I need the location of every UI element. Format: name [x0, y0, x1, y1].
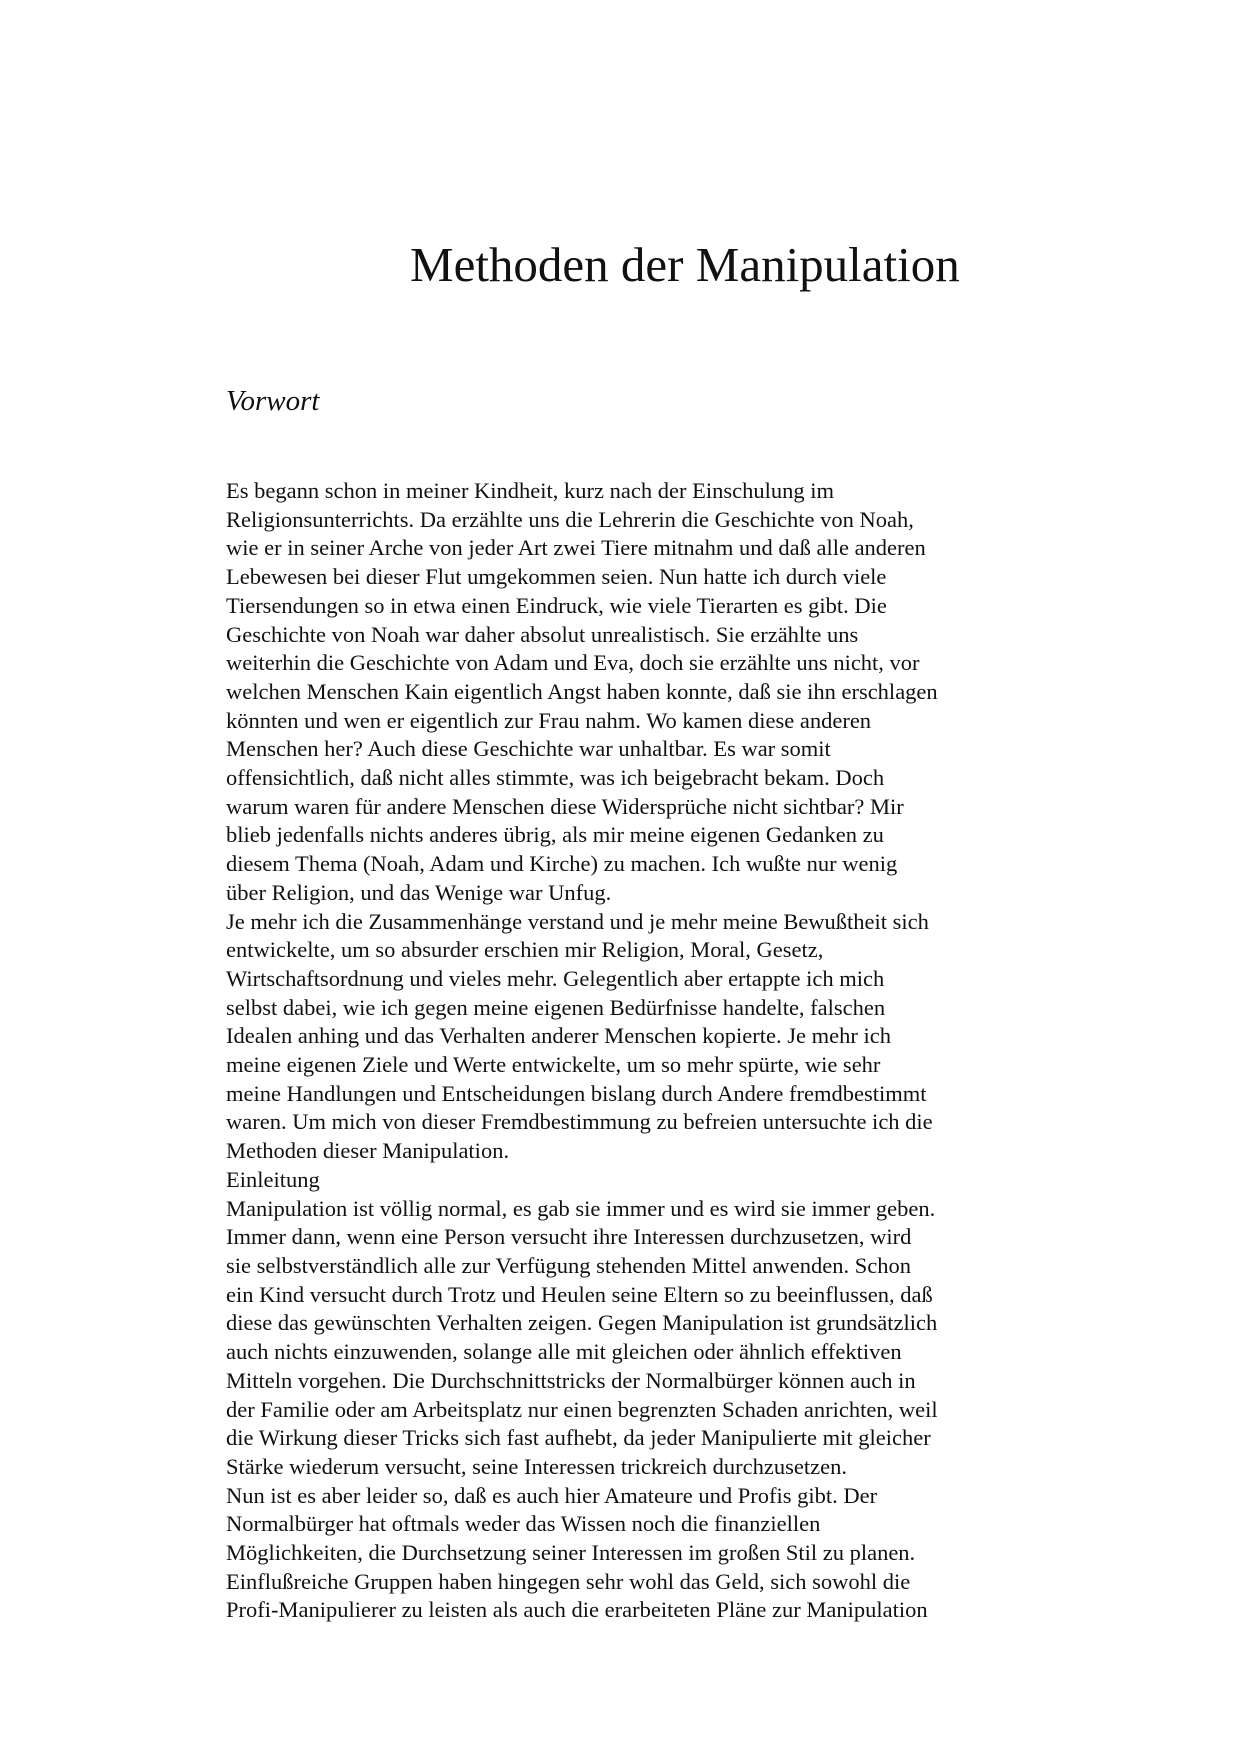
- text-line: sie selbstverständlich alle zur Verfügung stehenden Mittel anwenden. Schon: [226, 1252, 912, 1278]
- text-line: Mitteln vorgehen. Die Durchschnittstricks der Normalbürger können auch in: [226, 1367, 916, 1393]
- text-line: Je mehr ich die Zusammenhänge verstand und je mehr meine Bewußtheit sich: [226, 908, 929, 934]
- text-line: ein Kind versucht durch Trotz und Heulen seine Eltern so zu beeinflussen, daß: [226, 1281, 933, 1307]
- text-line: weiterhin die Geschichte von Adam und Eva, doch sie erzählte uns nicht, vor: [226, 650, 920, 676]
- text-line: diese das gewünschten Verhalten zeigen. Gegen Manipulation ist grundsätzlich: [226, 1310, 938, 1336]
- text-line: Wirtschaftsordnung und vieles mehr. Gelegentlich aber ertappte ich mich: [226, 965, 885, 991]
- text-line: offensichtlich, daß nicht alles stimmte, was ich beigebracht bekam. Doch: [226, 765, 885, 791]
- text-line: Normalbürger hat oftmals weder das Wissen noch die finanziellen: [226, 1511, 821, 1537]
- text-line: blieb jedenfalls nichts anderes übrig, als mir meine eigenen Gedanken zu: [226, 822, 884, 848]
- text-line: Idealen anhing und das Verhalten anderer Menschen kopierte. Je mehr ich: [226, 1023, 891, 1049]
- text-line: Einflußreiche Gruppen haben hingegen sehr wohl das Geld, sich sowohl die: [226, 1568, 911, 1594]
- text-line: könnten und wen er eigentlich zur Frau nahm. Wo kamen diese anderen: [226, 707, 872, 733]
- text-line: Möglichkeiten, die Durchsetzung seiner Interessen im großen Stil zu planen.: [226, 1540, 916, 1566]
- text-line: Manipulation ist völlig normal, es gab sie immer und es wird sie immer geben.: [226, 1195, 936, 1221]
- text-line: warum waren für andere Menschen diese Widersprüche nicht sichtbar? Mir: [226, 793, 904, 819]
- text-line: Immer dann, wenn eine Person versucht ihre Interessen durchzusetzen, wird: [226, 1224, 912, 1250]
- text-line: auch nichts einzuwenden, solange alle mit gleichen oder ähnlich effektiven: [226, 1339, 902, 1365]
- text-line: Stärke wiederum versucht, seine Interessen trickreich durchzusetzen.: [226, 1453, 847, 1479]
- text-line: welchen Menschen Kain eigentlich Angst haben konnte, daß sie ihn erschlagen: [226, 678, 938, 704]
- text-line: entwickelte, um so absurder erschien mir Religion, Moral, Gesetz,: [226, 937, 824, 963]
- text-line: die Wirkung dieser Tricks sich fast aufhebt, da jeder Manipulierte mit gleicher: [226, 1425, 931, 1451]
- text-line: Religionsunterrichts. Da erzählte uns die Lehrerin die Geschichte von Noah,: [226, 506, 914, 532]
- body-text: [226, 477, 986, 1625]
- text-line: Einleitung: [226, 1166, 320, 1192]
- text-line: Profi-Manipulierer zu leisten als auch die erarbeiteten Pläne zur Manipulation: [226, 1597, 928, 1623]
- text-line: Menschen her? Auch diese Geschichte war unhaltbar. Es war somit: [226, 736, 831, 762]
- text-line: Tiersendungen so in etwa einen Eindruck, wie viele Tierarten es gibt. Die: [226, 592, 887, 618]
- text-line: waren. Um mich von dieser Fremdbestimmung zu befreien untersuchte ich die: [226, 1109, 933, 1135]
- text-line: Es begann schon in meiner Kindheit, kurz nach der Einschulung im: [226, 478, 834, 503]
- text-line: Lebewesen bei dieser Flut umgekommen seien. Nun hatte ich durch viele: [226, 564, 887, 590]
- text-line: meine eigenen Ziele und Werte entwickelte, um so mehr spürte, wie sehr: [226, 1052, 881, 1078]
- text-line: über Religion, und das Wenige war Unfug.: [226, 879, 612, 905]
- text-line: selbst dabei, wie ich gegen meine eigenen Bedürfnisse handelte, falschen: [226, 994, 886, 1020]
- text-line: der Familie oder am Arbeitsplatz nur einen begrenzten Schaden anrichten, weil: [226, 1396, 938, 1422]
- section-heading-vorwort: Vorwort: [226, 385, 320, 417]
- text-line: Geschichte von Noah war daher absolut unrealistisch. Sie erzählte uns: [226, 621, 859, 647]
- text-line: wie er in seiner Arche von jeder Art zwei Tiere mitnahm und daß alle anderen: [226, 535, 926, 561]
- text-line: Methoden dieser Manipulation.: [226, 1138, 510, 1164]
- text-line: Nun ist es aber leider so, daß es auch hier Amateure und Profis gibt. Der: [226, 1482, 878, 1508]
- text-line: diesem Thema (Noah, Adam und Kirche) zu machen. Ich wußte nur wenig: [226, 851, 898, 877]
- text-line: meine Handlungen und Entscheidungen bislang durch Andere fremdbestimmt: [226, 1080, 927, 1106]
- document-title: Methoden der Manipulation: [410, 237, 960, 292]
